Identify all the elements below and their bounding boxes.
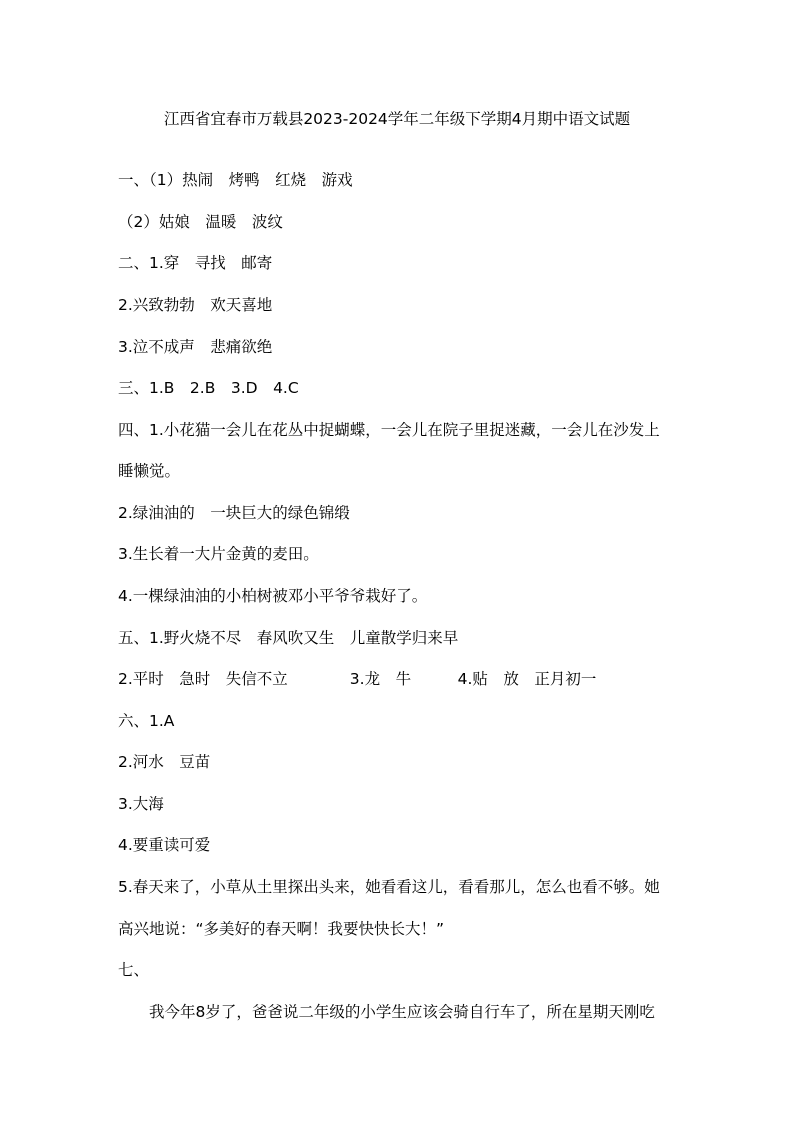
answer-line-4-1: 四、1.小花猫一会儿在花丛中捉蝴蝶，一会儿在院子里捉迷藏，一会儿在沙发上 (118, 421, 660, 439)
answer-line-4-2: 2.绿油油的 一块巨大的绿色锦缎 (118, 504, 350, 522)
answer-line-7-essay: 我今年8岁了，爸爸说二年级的小学生应该会骑自行车了，所在星期天刚吃 (118, 1003, 655, 1021)
answer-line-1-1: 一、（1）热闹 烤鸭 红烧 游戏 (118, 171, 353, 189)
answer-line-2-3: 3.泣不成声 悲痛欲绝 (118, 338, 273, 356)
answer-line-6-1: 六、1.A (118, 712, 175, 730)
answer-line-6-5: 5.春天来了，小草从土里探出头来，她看看这儿，看看那儿，怎么也看不够。她 (118, 878, 660, 896)
answer-line-4-4: 4.一棵绿油油的小柏树被邓小平爷爷栽好了。 (118, 587, 428, 605)
answer-line-6-3: 3.大海 (118, 795, 164, 813)
answer-line-5-2: 2.平时 急时 失信不立 3.龙 牛 4.贴 放 正月初一 (118, 670, 597, 688)
answer-line-5-1: 五、1.野火烧不尽 春风吹又生 儿童散学归来早 (118, 629, 459, 647)
document-title: 江西省宜春市万载县2023-2024学年二年级下学期4月期中语文试题 (163, 110, 631, 128)
answer-line-6-4: 4.要重读可爱 (118, 836, 211, 854)
answer-line-4-1-cont: 睡懒觉。 (118, 462, 181, 480)
answer-line-1-2: （2）姑娘 温暖 波纹 (118, 213, 283, 231)
answer-line-7-heading: 七、 (118, 961, 150, 979)
answer-line-4-3: 3.生长着一大片金黄的麦田。 (118, 545, 319, 563)
answer-line-2-1: 二、1.穿 寻找 邮寄 (118, 254, 273, 272)
answer-line-6-5-cont: 高兴地说：“多美好的春天啊！我要快快长大！” (118, 920, 445, 938)
answer-line-3: 三、1.B 2.B 3.D 4.C (118, 379, 299, 397)
answer-line-6-2: 2.河水 豆苗 (118, 753, 211, 771)
answer-line-2-2: 2.兴致勃勃 欢天喜地 (118, 296, 273, 314)
